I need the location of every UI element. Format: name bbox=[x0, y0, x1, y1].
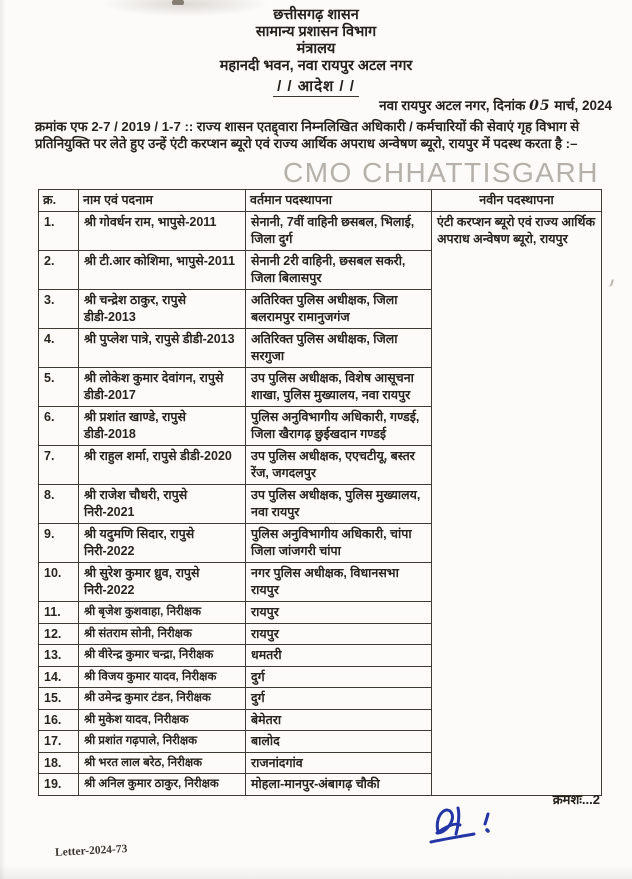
new-posting-cell: एंटी करप्शन ब्यूरो एवं राज्य आर्थिक अपराध अन्वेषण ब्यूरो, रायपुर bbox=[432, 212, 602, 796]
serial-cell: 9. bbox=[39, 524, 79, 563]
order-heading-text: / / आदेश / / bbox=[273, 78, 359, 97]
letter-reference: Letter-2024-73 bbox=[54, 843, 128, 859]
name-cell: श्री वीरेन्द्र कुमार चन्द्रा, निरीक्षक bbox=[79, 645, 246, 667]
current-posting-cell: धमतरी bbox=[246, 645, 432, 667]
header-serial: क्र. bbox=[39, 190, 79, 212]
current-posting-cell: बेमेतरा bbox=[246, 709, 432, 731]
name-cell: श्री बृजेश कुशवाहा, निरीक्षक bbox=[79, 602, 246, 624]
serial-cell: 8. bbox=[39, 485, 79, 524]
order-heading bbox=[0, 76, 632, 96]
current-posting-cell: बालोद bbox=[246, 731, 432, 753]
serial-cell: 13. bbox=[39, 645, 79, 667]
name-cell: श्री चन्द्रेश ठाकुर, रापुसे डीडी-2013 bbox=[79, 290, 246, 329]
header-current-posting: वर्तमान पदस्थापना bbox=[246, 190, 432, 212]
name-cell: श्री प्रशांत खाण्डे, रापुसे डीडी-2018 bbox=[79, 407, 246, 446]
letterhead bbox=[0, 7, 632, 75]
serial-cell: 14. bbox=[39, 666, 79, 688]
table-row bbox=[39, 212, 602, 251]
order-body-text: राज्य शासन एतद्द्वारा निम्नलिखित अधिकारी / कर्मचारियों की सेवाएं गृह विभाग से प्रतिनियुक्ति पर लेते हुए उन्हें एंटी करप्शन ब्यूरो एवं राज्य आर्थिक अपराध अन्वेषण ब्यूरो, रायपुर में पदस्थ करता है :– bbox=[35, 119, 580, 151]
name-cell: श्री राहुल शर्मा, रापुसे डीडी-2020 bbox=[79, 446, 246, 485]
scan-artifact-right bbox=[608, 279, 614, 288]
current-posting-cell: अतिरिक्त पुलिस अधीक्षक, जिला सरगुजा bbox=[246, 329, 432, 368]
current-posting-cell: पुलिस अनुविभागीय अधिकारी, चांपा जिला जांजगरी चांपा bbox=[246, 524, 432, 563]
serial-cell: 11. bbox=[39, 602, 79, 624]
name-cell: श्री विजय कुमार यादव, निरीक्षक bbox=[79, 666, 246, 688]
name-cell: श्री संतराम सोनी, निरीक्षक bbox=[79, 623, 246, 645]
name-cell: श्री टी.आर कोशिमा, भापुसे-2011 bbox=[79, 251, 246, 290]
date-line bbox=[0, 96, 612, 114]
signature-mark bbox=[424, 798, 520, 858]
date-month-year: मार्च, 2024 bbox=[550, 98, 612, 113]
name-cell: श्री गोवर्धन राम, भापुसे-2011 bbox=[79, 212, 246, 251]
serial-cell: 3. bbox=[39, 290, 79, 329]
header-new-posting: नवीन पदस्थापना bbox=[432, 190, 602, 212]
name-cell: श्री उमेन्द्र कुमार टंडन, निरीक्षक bbox=[79, 688, 246, 710]
serial-cell: 19. bbox=[39, 774, 79, 796]
table-header-row bbox=[39, 190, 602, 212]
reference-paragraph bbox=[35, 119, 607, 153]
name-cell: श्री सुरेश कुमार ध्रुव, रापुसे निरी-2022 bbox=[79, 563, 246, 602]
serial-cell: 7. bbox=[39, 446, 79, 485]
serial-cell: 1. bbox=[39, 212, 79, 251]
address-line: महानदी भवन, नवा रायपुर अटल नगर bbox=[219, 58, 413, 74]
date-day-handwritten: 05 bbox=[529, 98, 551, 114]
current-posting-cell: मोहला-मानपुर-अंबागढ़ चौकी bbox=[246, 774, 432, 796]
serial-cell: 16. bbox=[39, 709, 79, 731]
current-posting-cell: दुर्ग bbox=[246, 666, 432, 688]
current-posting-cell: रायपुर bbox=[246, 623, 432, 645]
serial-cell: 4. bbox=[39, 329, 79, 368]
current-posting-cell: अतिरिक्त पुलिस अधीक्षक, जिला बलरामपुर रामानुजगंज bbox=[246, 290, 432, 329]
current-posting-cell: रायपुर bbox=[246, 602, 432, 624]
current-posting-cell: उप पुलिस अधीक्षक, एएचटीयू, बस्तर रेंज, जगदलपुर bbox=[246, 446, 432, 485]
serial-cell: 6. bbox=[39, 407, 79, 446]
header-name-designation: नाम एवं पदनाम bbox=[79, 190, 246, 212]
name-cell: श्री लोकेश कुमार देवांगन, रापुसे डीडी-2017 bbox=[79, 368, 246, 407]
name-cell: श्री यदुमणि सिदार, रापुसे निरी-2022 bbox=[79, 524, 246, 563]
current-posting-cell: उप पुलिस अधीक्षक, पुलिस मुख्यालय, नवा रायपुर bbox=[246, 485, 432, 524]
government-name: छत्तीसगढ़ शासन bbox=[273, 7, 359, 23]
name-cell: श्री मुकेश यादव, निरीक्षक bbox=[79, 709, 246, 731]
current-posting-cell: सेनानी, 7वीं वाहिनी छसबल, भिलाई, जिला दुर्ग bbox=[246, 212, 432, 251]
current-posting-cell: सेनानी 2री वाहिनी, छसबल सकरी, जिला बिलासपुर bbox=[246, 251, 432, 290]
serial-cell: 2. bbox=[39, 251, 79, 290]
serial-cell: 12. bbox=[39, 623, 79, 645]
current-posting-cell: राजनांदगांव bbox=[246, 752, 432, 774]
scan-artifact-top bbox=[172, 0, 184, 5]
department-name: सामान्य प्रशासन विभाग bbox=[255, 24, 377, 40]
posting-table bbox=[38, 189, 602, 796]
reference-number: क्रमांक एफ 2-7 / 2019 / 1-7 :: bbox=[35, 119, 194, 134]
cmo-watermark: CMO CHHATTISGARH bbox=[283, 157, 599, 188]
current-posting-cell: नगर पुलिस अधीक्षक, विधानसभा रायपुर bbox=[246, 563, 432, 602]
current-posting-cell: पुलिस अनुविभागीय अधिकारी, गण्डई, जिला खैरागढ़ छुईखदान गण्डई bbox=[246, 407, 432, 446]
name-cell: श्री अनिल कुमार ठाकुर, निरीक्षक bbox=[79, 774, 246, 796]
continuation-note: क्रमशः...2 bbox=[552, 792, 600, 807]
serial-cell: 10. bbox=[39, 563, 79, 602]
serial-cell: 5. bbox=[39, 368, 79, 407]
date-place: नवा रायपुर अटल नगर, दिनांक bbox=[379, 98, 530, 113]
current-posting-cell: दुर्ग bbox=[246, 688, 432, 710]
serial-cell: 15. bbox=[39, 688, 79, 710]
ministry-line: मंत्रालय bbox=[296, 41, 336, 57]
serial-cell: 18. bbox=[39, 752, 79, 774]
serial-cell: 17. bbox=[39, 731, 79, 753]
name-cell: श्री पुप्लेश पात्रे, रापुसे डीडी-2013 bbox=[79, 329, 246, 368]
current-posting-cell: उप पुलिस अधीक्षक, विशेष आसूचना शाखा, पुलिस मुख्यालय, नवा रायपुर bbox=[246, 368, 432, 407]
name-cell: श्री प्रशांत गढ़पाले, निरीक्षक bbox=[79, 731, 246, 753]
name-cell: श्री राजेश चौधरी, रापुसे निरी-2021 bbox=[79, 485, 246, 524]
name-cell: श्री भरत लाल बरेठ, निरीक्षक bbox=[79, 752, 246, 774]
